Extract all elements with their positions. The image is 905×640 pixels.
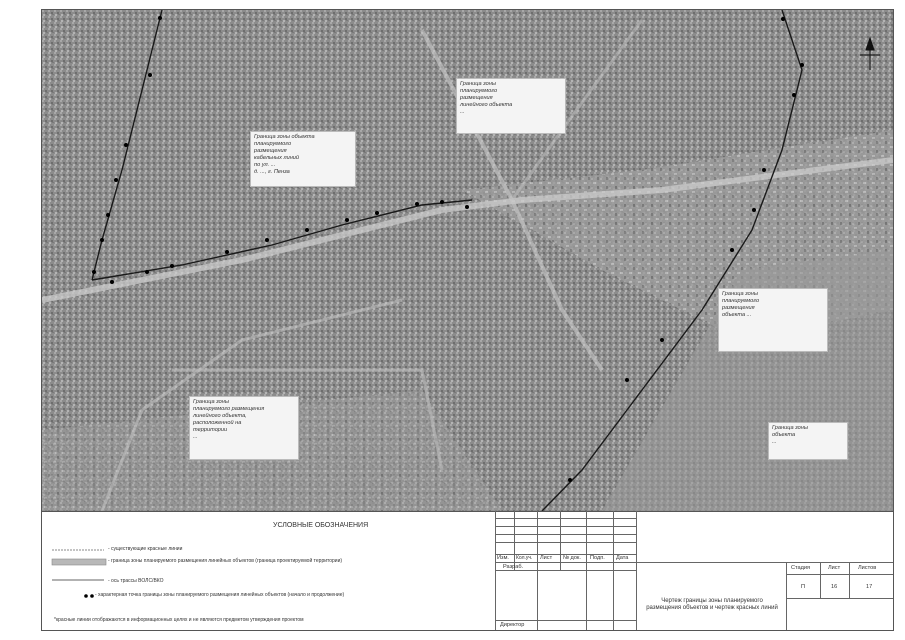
map-note-a: Граница зоны объекта планируемого размещения кабельных линий по ул. ... д. ..., г. Пенза xyxy=(250,131,356,187)
stamp-row xyxy=(495,562,893,563)
stamp-row xyxy=(495,542,636,543)
stamp-divider-right xyxy=(786,562,787,630)
legend-item-characteristic-point: - характерная точка границы зоны планируемого размещения линейных объектов (начало и продолжение) xyxy=(95,592,345,598)
stamp-col xyxy=(849,562,850,598)
stamp-row xyxy=(787,574,893,575)
drawing-bottom-panel xyxy=(42,511,893,631)
stamp-col xyxy=(820,562,821,598)
stamp-header-sheet: Лист xyxy=(540,555,553,561)
map-note-e: Граница зоны объекта ... xyxy=(768,422,848,460)
sheet-value: 16 xyxy=(831,584,838,590)
stamp-row xyxy=(495,620,636,621)
legend-item-red-lines: - существующие красные линии xyxy=(108,546,183,552)
map-note-b: Граница зоны планируемого размещения линейного объекта ... xyxy=(456,78,566,134)
stamp-header-change: Изм. xyxy=(497,555,509,561)
sheet-label: Лист xyxy=(828,565,841,571)
stamp-row xyxy=(787,598,893,599)
stamp-col xyxy=(514,511,515,570)
stamp-header-count: Кол.уч. xyxy=(516,555,533,561)
stamp-role-director: Директор xyxy=(500,622,525,628)
stage-value: П xyxy=(801,584,806,590)
stamp-col xyxy=(537,511,538,630)
stamp-role-developer: Разраб. xyxy=(503,564,524,570)
legend-footnote: *красные линии отображаются в информационных целях и не являются предметом утверждения проектом xyxy=(54,617,304,623)
sheet-title: Чертеж границы зоны планируемого размещения объектов и чертеж красных линий xyxy=(646,598,778,611)
legend-item-zone-boundary: - граница зоны планируемого размещения линейных объектов (граница проектируемой территории) xyxy=(108,558,343,564)
map-note-d: Граница зоны планируемого размещения объекта ... xyxy=(718,288,828,352)
stamp-col xyxy=(613,511,614,630)
legend-item-route-axis: - ось трассы ВОЛС/ВКО xyxy=(108,578,164,584)
stamp-header-doc: № док. xyxy=(563,555,581,561)
stamp-row xyxy=(495,534,636,535)
stamp-row xyxy=(495,518,636,519)
stage-label: Стадия xyxy=(791,565,811,571)
sheets-label: Листов xyxy=(858,565,877,571)
stamp-col xyxy=(560,511,561,570)
stamp-header-date: Дата xyxy=(616,555,629,561)
stamp-row xyxy=(495,526,636,527)
stamp-header-sign: Подп. xyxy=(590,555,605,561)
satellite-map[interactable] xyxy=(42,10,893,511)
stamp-border-mid xyxy=(636,511,637,630)
map-note-c: Граница зоны планируемого размещения линейного объекта, расположенной на территории ... xyxy=(189,396,299,460)
stamp-col xyxy=(586,511,587,630)
legend-title: УСЛОВНЫЕ ОБОЗНАЧЕНИЯ xyxy=(273,522,369,529)
sheets-value: 17 xyxy=(866,584,873,590)
